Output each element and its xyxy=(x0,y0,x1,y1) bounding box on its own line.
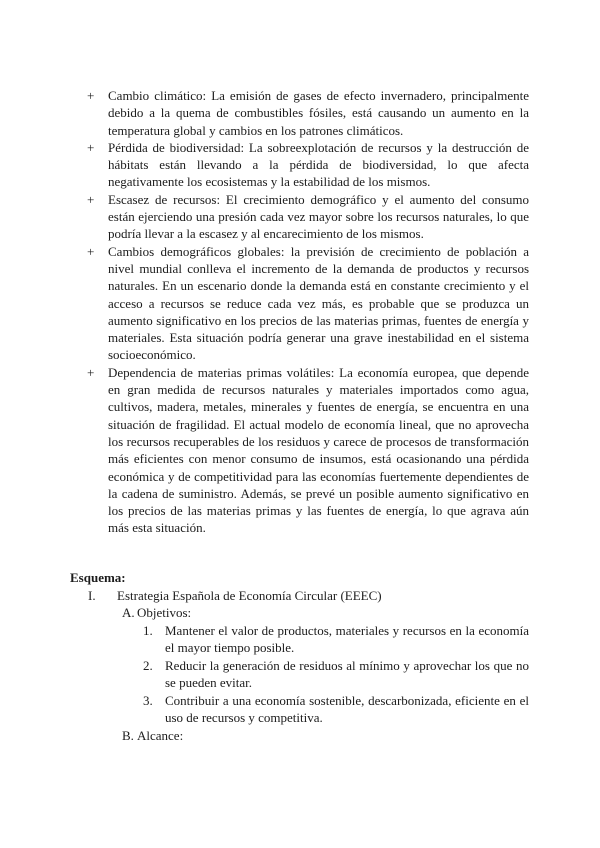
objective-item xyxy=(70,657,529,692)
objective-text: Contribuir a una economía sostenible, descarbonizada, eficiente en el uso de recursos y competitiva. xyxy=(165,692,529,725)
bullet-text: Dependencia de materias primas volátiles: La economía europea, que depende en gran medida de recursos naturales y materiales importados como agua, cultivos, madera, metales, minerales y fuentes de energía, se encuentra en una situación de fragilidad. El actual modelo de economía lineal, que no aprovecha los recursos recuperables de los residuos y carece de procesos de transformación más eficientes con menor consumo de insumos, está ocasionando una pérdida económica y de competitividad para las economías fuertemente dependientes de la cadena de suministro. Además, se prevé un posible aumento significativo en los precios de las materias primas y las fuentes de energía, lo que agrava aún más esta situación. xyxy=(108,364,529,536)
bullet-text: Cambio climático: La emisión de gases de efecto invernadero, principalmente debido a la quema de combustibles fósiles, está causando un aumento en la temperatura global y cambios en los patrones climáticos. xyxy=(108,88,529,138)
body-text-block xyxy=(70,87,529,537)
esquema-heading: Esquema: xyxy=(70,570,126,585)
letter-marker: B. xyxy=(122,727,134,743)
outline-section-a-title: Objetivos: xyxy=(137,605,192,620)
outline-level-1-title: Estrategia Española de Economía Circular (EEEC) xyxy=(117,587,382,603)
outline-level-1 xyxy=(70,587,529,605)
outline-section-b-title: Alcance: xyxy=(137,727,184,743)
bullet-item xyxy=(70,139,529,191)
bullet-item xyxy=(70,87,529,139)
plus-bullet-marker: + xyxy=(87,364,95,380)
plus-bullet-marker: + xyxy=(87,88,95,103)
objective-item xyxy=(70,622,529,657)
esquema-outline-block xyxy=(70,569,529,744)
bullet-item xyxy=(70,191,529,243)
plus-bullet-marker: + xyxy=(87,191,95,207)
letter-marker: A. xyxy=(122,605,135,620)
number-marker: 3. xyxy=(143,692,153,708)
bullet-text: Cambios demográficos globales: la previsión de crecimiento de población a nivel mundial conlleva el incremento de la demanda de productos y recursos naturales. En un escenario donde la demanda está en constante crecimiento y el acceso a recursos se reduce cada vez más, es probable que se produzca un aumento significativo en los precios de las materias primas, fuentes de energía y materiales. Esta situación podría generar una grave inestabilidad en el sistema socioeconómico. xyxy=(108,243,529,363)
plus-bullet-marker: + xyxy=(87,139,95,155)
objective-text: Reducir la generación de residuos al mínimo y aprovechar los que no se pueden evitar. xyxy=(165,657,529,690)
bullet-item xyxy=(70,243,529,364)
objectives-list xyxy=(70,622,529,727)
bullet-item xyxy=(70,364,529,537)
outline-section-a xyxy=(70,604,529,622)
objective-text: Mantener el valor de productos, materiales y recursos en la economía el mayor tiempo posible. xyxy=(165,622,529,655)
outline-section-b xyxy=(70,727,529,745)
roman-numeral-marker: I. xyxy=(88,587,96,603)
number-marker: 2. xyxy=(143,657,153,673)
number-marker: 1. xyxy=(143,622,153,638)
plus-bullet-marker: + xyxy=(87,243,95,259)
bullet-text: Escasez de recursos: El crecimiento demográfico y el aumento del consumo están ejerciendo una presión cada vez mayor sobre los recursos naturales, lo que podría llevar a la escasez y al encarecimiento de los mismos. xyxy=(108,191,529,242)
objective-item xyxy=(70,692,529,727)
bullet-text: Pérdida de biodiversidad: La sobreexplotación de recursos y la destrucción de hábitats están llevando a la pérdida de biodiversidad, lo que afecta negativamente los ecosistemas y la estabilidad de los mismos. xyxy=(108,139,529,190)
bullet-list xyxy=(70,87,529,537)
